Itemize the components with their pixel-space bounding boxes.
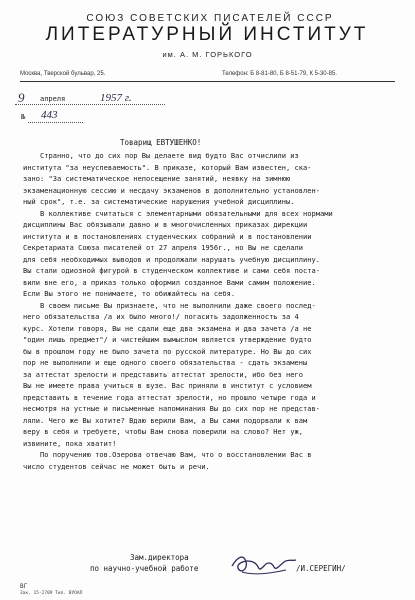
body-line: "один лишь предмет"/ и чистейшим вымыслом является утверждение будто [23, 335, 312, 344]
body-line: него обязательства /а их было много!/ погасить задолженность за 4 [23, 312, 299, 321]
date-month: апреля [40, 95, 66, 103]
body-line: института "за неуспеваемость". В приказе, который Вам известен, ска- [23, 162, 312, 172]
number-value: 443 [41, 109, 58, 121]
handwritten-signature [228, 548, 300, 578]
date-underline [15, 104, 165, 105]
body-line: дисциплины Вас обязывали давно и в многочисленных приказах дирекции [23, 220, 308, 229]
signer-position-line2: по научно-учебной работе [90, 564, 199, 573]
institute-title: ЛИТЕРАТУРНЫЙ ИНСТИТУТ [45, 24, 369, 45]
body-line: представить в течение года аттестат зрелости, но прошло четыре года и [23, 392, 316, 402]
body-line: института и в постановлениях студенческих собраний и в постановлении [23, 231, 312, 241]
signer-position-line1: Зам.директора [130, 553, 189, 562]
body-line: По поручению тов.Озерова отвечаю Вам, что о восстановлении Вас в [23, 450, 312, 459]
body-line: несмотря на устные и письменные напоминания Вы до сих пор не представ- [23, 404, 320, 413]
body-line: В своем письме Вы признаете, что не выполнили даже своего послед- [23, 300, 316, 310]
institute-named-after: им. А. М. ГОРЬКОГО [162, 50, 253, 59]
signer-name: /И.СЕРЕГИН/ [296, 564, 346, 573]
body-line: Вы стали одиозной фигурой в студенческом коллективе и сами себя поста- [23, 266, 320, 275]
body-line: для себя необходимых выводов и продолжали нарушать учебную дисциплину. [23, 254, 320, 264]
number-underline [28, 122, 83, 123]
typist-initials: ВГ [20, 583, 28, 590]
letterhead-address: Москва, Тверской бульвар, 25. [20, 71, 106, 77]
body-line: вили вне его, а приказ только оформил созданное Вами самим положение. [23, 277, 316, 287]
letterhead-phones: Телефон: Б 8-81-80, Б 8-51-79, К 5-30-85. [222, 71, 337, 77]
body-line: экзаменационную сессию и несдачу экзаменов в дополнительно установлен- [23, 185, 320, 195]
salutation: Товарищ ЕВТУШЕНКО! [120, 138, 202, 147]
union-heading: СОЮЗ СОВЕТСКИХ ПИСАТЕЛЕЙ СССР [86, 13, 334, 24]
body-line: число студентов сейчас не может быть и речи. [23, 461, 210, 471]
letterhead-divider [20, 81, 395, 82]
body-line: ный срок", т.е. за систематические нарушения учебной дисциплины. [23, 197, 295, 206]
body-line: ляли. Чего же Вы хотите? Вдаю верили Вам, а Вы сами подорвали к вам [23, 415, 308, 425]
body-line: извините, пока хватит! [23, 438, 117, 448]
body-line: пор не выполнили и еще одного своего обязательства - сдать экзамены [23, 358, 308, 367]
body-line: Если Вы этого не понимаете, то обижайтесь на себя. [23, 289, 236, 298]
body-line: бы в прошлом году не было зачета по русской литературе. Но Вы до сих [23, 346, 312, 356]
letter-body [23, 150, 395, 472]
body-line: Вы не имеете права учиться в вузе. Вас приняли в институт с условием [23, 381, 312, 390]
date-day: 9 [18, 90, 25, 105]
body-line: зано: "За систематическое непосещение занятий, неявку на зимнюю [23, 174, 291, 183]
body-line: Странно, что до сих пор Вы делаете вид будто Вас отчислили из [23, 151, 299, 160]
body-line: курс. Хотели говоря, Вы не сдали еще два экзамена и два зачета /а не [23, 323, 312, 333]
date-year: 1957 г. [100, 92, 132, 104]
print-info: Зак. 15-2709 Тип. ВУОАП [20, 591, 83, 596]
number-label: № [21, 113, 26, 121]
body-line: Секретариата Союза писателей от 27 апреля 1956г., но Вы не сделали [23, 243, 304, 252]
body-line: веру в себя и требуете, чтобы Вам снова поверили на слово? Нет уж, [23, 427, 304, 436]
body-line: за аттестат зрелости и представить аттестат зрелости, ибо без него [23, 369, 304, 379]
body-line: В коллективе считаться с элементарными обязательными для всех нормами [23, 208, 333, 218]
